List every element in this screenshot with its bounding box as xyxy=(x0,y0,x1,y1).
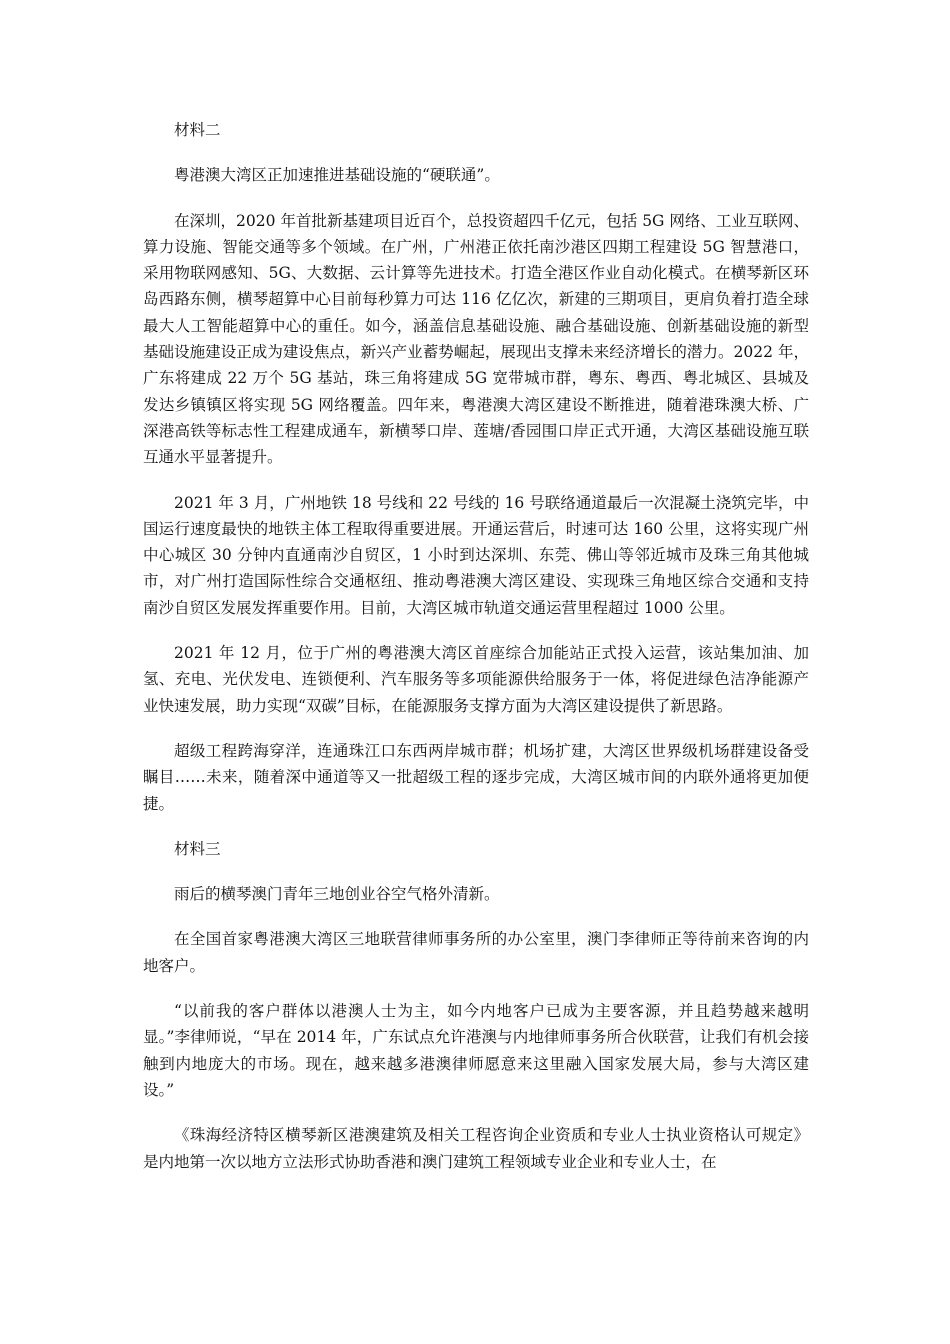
paragraph: 《珠海经济特区横琴新区港澳建筑及相关工程咨询企业资质和专业人士执业资格认可规定》是内地第一次以地方立法形式协助香港和澳门建筑工程领域专业企业和专业人士，在 xyxy=(143,1126,809,1171)
document-body xyxy=(143,117,809,1194)
paragraph: 在全国首家粤港澳大湾区三地联营律师事务所的办公室里，澳门李律师正等待前来咨询的内地客户。 xyxy=(143,930,809,975)
paragraph: 2021 年 12 月，位于广州的粤港澳大湾区首座综合加能站正式投入运营，该站集加油、加氢、充电、光伏发电、连锁便利、汽车服务等多项能源供给服务于一体，将促进绿色洁净能源产业快速发展，助力实现“双碳”目标，在能源服务支撑方面为大湾区建设提供了新思路。 xyxy=(143,644,809,715)
paragraph: 2021 年 3 月，广州地铁 18 号线和 22 号线的 16 号联络通道最后一次混凝土浇筑完毕，中国运行速度最快的地铁主体工程取得重要进展。开通运营后，时速可达 160 公里，这将实现广州中心城区 30 分钟内直通南沙自贸区，1 小时到达深圳、东莞、佛山等邻近城市及珠三角其他城市，对广州打造国际性综合交通枢纽、推动粤港澳大湾区建设、实现珠三角地区综合交通和支持南沙自贸区发展发挥重要作用。目前，大湾区城市轨道交通运营里程超过 1000 公里。 xyxy=(143,493,809,617)
section-heading-material-3: 材料三 xyxy=(174,839,221,858)
paragraph: 粤港澳大湾区正加速推进基础设施的“硬联通”。 xyxy=(174,166,500,185)
section-heading-material-2: 材料二 xyxy=(174,121,221,139)
paragraph: 在深圳，2020 年首批新基建项目近百个，总投资超四千亿元，包括 5G 网络、工业互联网、算力设施、智能交通等多个领域。在广州，广州港正依托南沙港区四期工程建设 5G 智慧港口，采用物联网感知、5G、大数据、云计算等先进技术。打造全港区作业自动化模式。在横琴新区环岛西路东侧，横琴超算中心目前每秒算力可达 116 亿亿次，新建的三期项目，更肩负着打造全球最大人工智能超算中心的重任。如今，涵盖信息基础设施、融合基础设施、创新基础设施的新型基础设施建设正成为建设焦点，新兴产业蓄势崛起，展现出支撑未来经济增长的潜力。2022 年，广东将建成 22 万个 5G 基站，珠三角将建成 5G 宽带城市群，粤东、粤西、粤北城区、县城及发达乡镇镇区将实现 5G 网络覆盖。四年来，粤港澳大湾区建设不断推进，随着港珠澳大桥、广深港高铁等标志性工程建成通车，新横琴口岸、莲塘/香园围口岸正式开通，大湾区基础设施互联互通水平显著提升。 xyxy=(143,211,809,467)
paragraph: “以前我的客户群体以港澳人士为主，如今内地客户已成为主要客源，并且趋势越来越明显。”李律师说，“早在 2014 年，广东试点允许港澳与内地律师事务所合伙联营，让我们有机会接触到内地庞大的市场。现在，越来越多港澳律师愿意来这里融入国家发展大局，参与大湾区建设。” xyxy=(143,1002,809,1099)
paragraph: 超级工程跨海穿洋，连通珠江口东西两岸城市群；机场扩建，大湾区世界级机场群建设备受瞩目……未来，随着深中通道等又一批超级工程的逐步完成，大湾区城市间的内联外通将更加便捷。 xyxy=(143,741,809,813)
paragraph: 雨后的横琴澳门青年三地创业谷空气格外清新。 xyxy=(174,885,500,904)
